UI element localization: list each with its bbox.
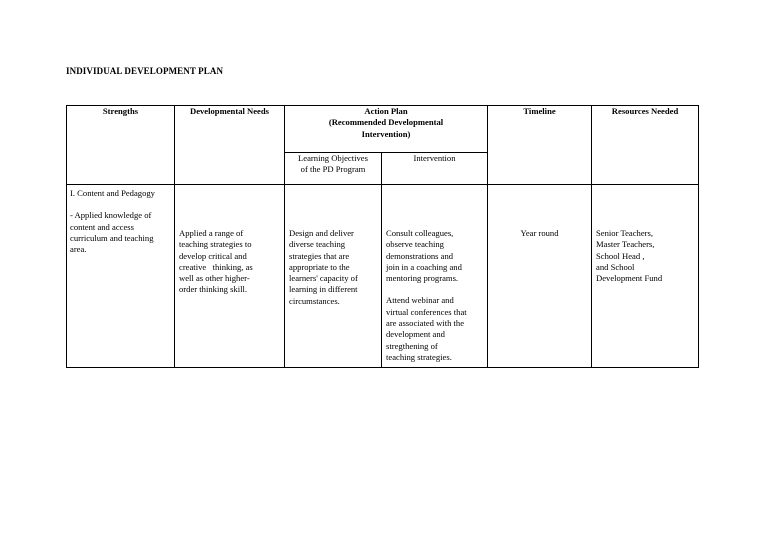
timeline-cell xyxy=(488,185,592,368)
resources-line: School Head , xyxy=(596,250,645,261)
intervention-line: observe teaching xyxy=(386,239,444,250)
intervention-line: stregthening of xyxy=(386,340,438,351)
timeline-header: Timeline xyxy=(488,106,592,185)
learning-objectives-line: strategies that are xyxy=(289,250,350,261)
developmental-needs-cell xyxy=(175,185,285,368)
learning-objectives-header xyxy=(285,153,382,185)
learning-objectives-line: appropriate to the xyxy=(289,261,350,272)
table-row xyxy=(67,185,699,368)
developmental-needs-line: teaching strategies to xyxy=(179,239,252,250)
strengths-header: Strengths xyxy=(67,106,175,185)
resources-cell xyxy=(592,185,699,368)
developmental-needs-line: creative thinking, as xyxy=(179,261,253,272)
intervention-line: demonstrations and xyxy=(386,250,454,261)
strengths-line: curriculum and teaching xyxy=(70,232,154,243)
intervention-header: Intervention xyxy=(382,153,488,185)
header-row xyxy=(67,106,699,153)
developmental-needs-line: develop critical and xyxy=(179,250,247,261)
resources-line: Senior Teachers, xyxy=(596,228,654,238)
action-plan-header xyxy=(285,106,488,153)
document-title: INDIVIDUAL DEVELOPMENT PLAN xyxy=(66,66,224,76)
learning-objectives-line: diverse teaching xyxy=(289,239,346,250)
intervention-line: virtual conferences that xyxy=(386,306,467,317)
development-plan-table xyxy=(66,105,699,368)
strengths-line: - Applied knowledge of xyxy=(70,210,152,221)
strengths-cell xyxy=(67,185,175,368)
developmental-needs-line: Applied a range of xyxy=(179,228,244,238)
intervention-line: development and xyxy=(386,329,445,340)
action-plan-title: Action Plan xyxy=(364,106,408,116)
learning-objectives-cell xyxy=(285,185,382,368)
intervention-cell xyxy=(382,185,488,368)
timeline-value: Year round xyxy=(520,228,559,238)
resources-line: Master Teachers, xyxy=(596,239,655,250)
intervention-line: Consult colleagues, xyxy=(386,228,454,238)
intervention-line: teaching strategies. xyxy=(386,351,452,362)
developmental-needs-header: Developmental Needs xyxy=(175,106,285,185)
intervention-line: join in a coaching and xyxy=(386,261,462,272)
intervention-line: Attend webinar and xyxy=(386,295,454,306)
learning-objectives-line: learning in different xyxy=(289,284,358,295)
learning-objectives-header-line2: of the PD Program xyxy=(300,164,366,175)
learning-objectives-line: Design and deliver xyxy=(289,228,354,238)
resources-line: Development Fund xyxy=(596,273,663,284)
learning-objectives-line: learners' capacity of xyxy=(289,273,358,284)
resources-needed-header: Resources Needed xyxy=(592,106,699,185)
learning-objectives-header-line1: Learning Objectives xyxy=(298,153,368,163)
intervention-line: are associated with the xyxy=(386,318,465,329)
strengths-heading: I. Content and Pedagogy xyxy=(70,188,155,198)
developmental-needs-line: well as other higher- xyxy=(179,273,250,284)
strengths-line: area. xyxy=(70,244,87,255)
intervention-line: mentoring programs. xyxy=(386,273,459,284)
developmental-needs-line: order thinking skill. xyxy=(179,284,248,295)
action-plan-subtitle-line2: Intervention) xyxy=(361,128,411,139)
strengths-line: content and access xyxy=(70,221,134,232)
action-plan-subtitle-line1: (Recommended Developmental xyxy=(328,117,444,128)
resources-line: and School xyxy=(596,261,635,272)
learning-objectives-line: circumstances. xyxy=(289,295,340,306)
